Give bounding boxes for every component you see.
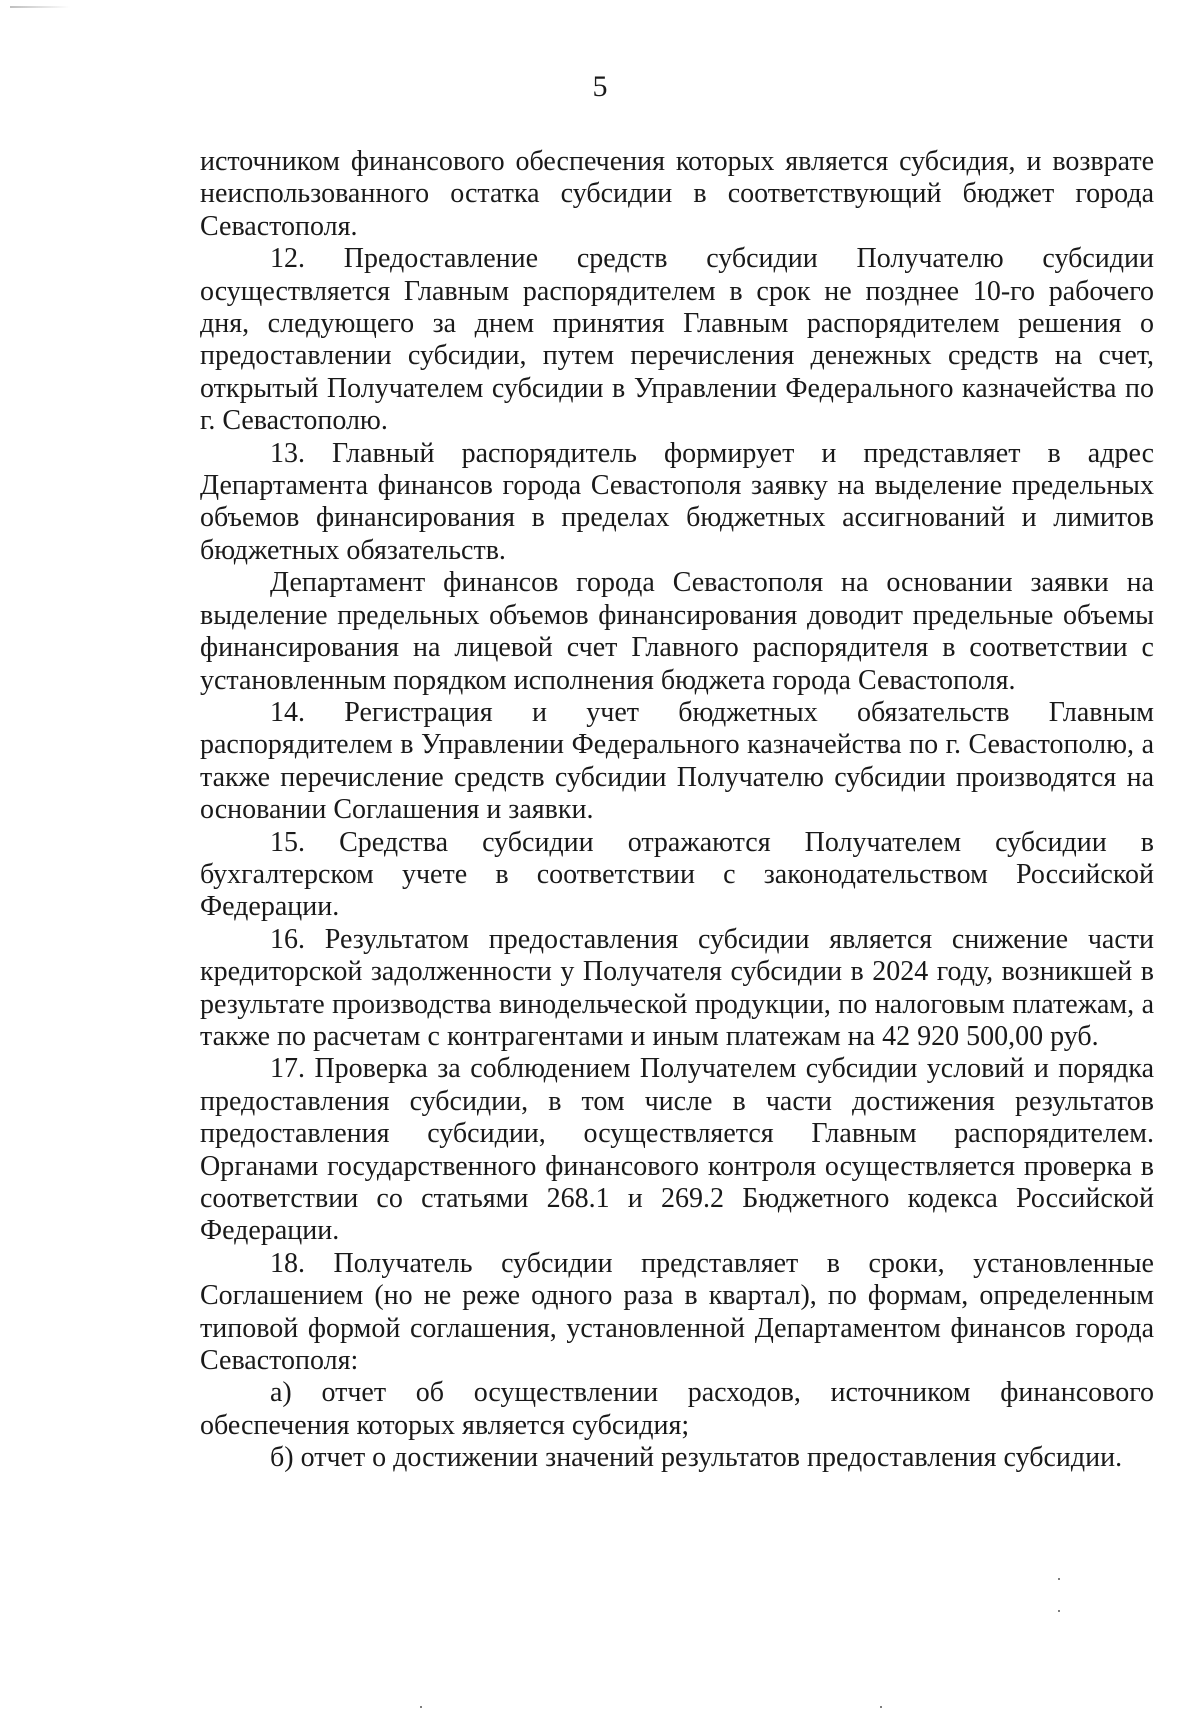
page-number: 5	[592, 70, 608, 103]
paragraph-14: 14. Регистрация и учет бюджетных обязательств Главным распорядителем в Управлении Федерального казначейства по г. Севастополю, а также перечисление средств субсидии Получателю субсидии производятся на основании Соглашения и заявки.	[200, 696, 1154, 826]
paragraph-18-a: а) отчет об осуществлении расходов, источником финансового обеспечения которых является субсидия;	[200, 1377, 1154, 1441]
paragraph-16: 16. Результатом предоставления субсидии является снижение части кредиторской задолженности у Получателя субсидии в 2024 году, возникшей в результате производства винодельческой продукции, по налоговым платежам, а также по расчетам с контрагентами и иным платежам на 42 920 500,00 руб.	[200, 923, 1154, 1052]
paragraph-17: 17. Проверка за соблюдением Получателем субсидии условий и порядка предоставления субсидии, в том числе в части достижения результатов предоставления субсидии, осуществляется Главным распорядителем. Органами государственного финансового контроля осуществляется проверка в соответствии со статьями 268.1 и 269.2 Бюджетного кодекса Российской Федерации.	[200, 1053, 1154, 1247]
paragraph-13: 13. Главный распорядитель формирует и представляет в адрес Департамента финансов города Севастополя заявку на выделение предельных объемов финансирования в пределах бюджетных ассигнований и лимитов бюджетных обязательств.	[200, 437, 1154, 566]
paragraph-12: 12. Предоставление средств субсидии Получателю субсидии осуществляется Главным распорядителем в срок не позднее 10-го рабочего дня, следующего за днем принятия Главным распорядителем решения о предоставлении субсидии, путем перечисления денежных средств на счет, открытый Получателем субсидии в Управлении Федерального казначейства по г. Севастополю.	[200, 243, 1154, 437]
scan-speck	[880, 1706, 882, 1708]
paragraph-18: 18. Получатель субсидии представляет в сроки, установленные Соглашением (но не реже одного раза в квартал), по формам, определенным типовой формой соглашения, установленной Департаментом финансов города Севастополя:	[200, 1247, 1154, 1377]
paragraph-continued: источником финансового обеспечения которых является субсидия, и возврате неиспользованного остатка субсидии в соответствующий бюджет города Севастополя.	[200, 146, 1154, 242]
scan-speck	[420, 1706, 422, 1708]
document-body	[200, 146, 1154, 1475]
paragraph-13-department: Департамент финансов города Севастополя на основании заявки на выделение предельных объемов финансирования доводит предельные объемы финансирования на лицевой счет Главного распорядителя в соответствии с установленным порядком исполнения бюджета города Севастополя.	[200, 567, 1154, 696]
scan-speck	[1058, 1610, 1060, 1612]
paragraph-15: 15. Средства субсидии отражаются Получателем субсидии в бухгалтерском учете в соответствии с законодательством Российской Федерации.	[200, 826, 1154, 923]
paragraph-18-b: б) отчет о достижении значений результатов предоставления субсидии.	[270, 1442, 1123, 1474]
scan-speck	[1058, 1578, 1060, 1580]
scan-artifact	[10, 6, 70, 8]
